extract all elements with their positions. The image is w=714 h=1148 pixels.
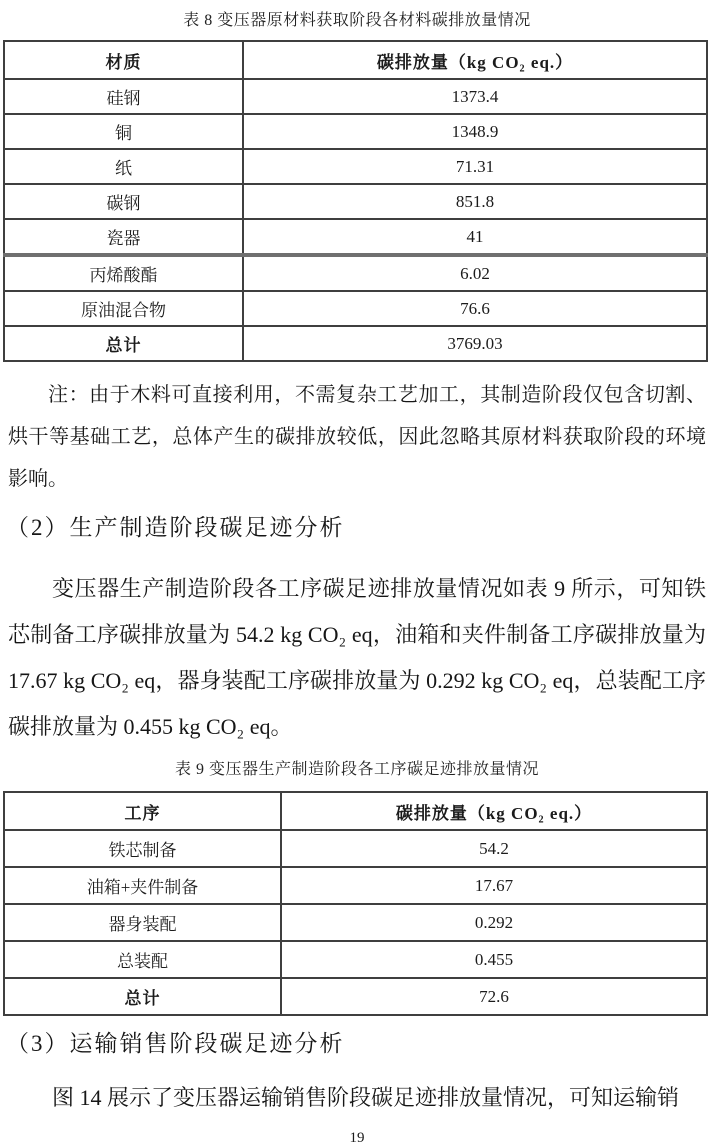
table8-header-material: 材质 [4, 41, 243, 79]
table8-header-row [4, 41, 707, 79]
table-row [4, 149, 707, 184]
material-name-cell: 铜 [4, 114, 243, 149]
table-row [4, 904, 707, 941]
table-row [4, 941, 707, 978]
material-name-cell: 硅钢 [4, 79, 243, 114]
page-number: 19 [349, 1130, 365, 1146]
table8-header-emission: 碳排放量（kg CO₂ eq.） [243, 41, 707, 79]
table9-total-row [4, 978, 707, 1015]
emission-value-cell: 851.8 [243, 184, 707, 219]
emission-value-cell: 1373.4 [243, 79, 707, 114]
table-row [4, 184, 707, 219]
table9-header-row [4, 792, 707, 830]
emission-value-cell: 76.6 [243, 291, 707, 326]
emission-value-cell: 54.2 [281, 830, 707, 867]
emission-value-cell: 41 [243, 219, 707, 255]
table9-caption: 表 9 变压器生产制造阶段各工序碳足迹排放量情况 [174, 761, 539, 778]
table9-header-emission: 碳排放量（kg CO₂ eq.） [281, 792, 707, 830]
material-name-cell: 纸 [4, 149, 243, 184]
table8-materials-emissions [3, 40, 708, 362]
material-name-cell: 原油混合物 [4, 291, 243, 326]
table9-process-emissions [3, 791, 708, 1016]
table9-header-process: 工序 [4, 792, 281, 830]
table8-caption: 表 8 变压器原材料获取阶段各材料碳排放量情况 [183, 12, 531, 29]
table-row [4, 114, 707, 149]
table8-total-row [4, 326, 707, 361]
process-name-cell: 油箱+夹件制备 [4, 867, 281, 904]
section2-heading: （2）生产制造阶段碳足迹分析 [6, 515, 345, 540]
table-row [4, 830, 707, 867]
emission-value-cell: 6.02 [243, 255, 707, 291]
total-label-cell: 总计 [4, 326, 243, 361]
total-label-cell: 总计 [4, 978, 281, 1015]
process-name-cell: 器身装配 [4, 904, 281, 941]
section3-paragraph: 图 14 展示了变压器运输销售阶段碳足迹排放量情况，可知运输销 [52, 1085, 680, 1110]
table-row [4, 291, 707, 326]
material-name-cell: 碳钢 [4, 184, 243, 219]
material-name-cell: 瓷器 [4, 219, 243, 255]
table-row [4, 79, 707, 114]
section2-paragraph: 变压器生产制造阶段各工序碳足迹排放量情况如表 9 所示，可知铁芯制备工序碳排放量为 54.2 kg CO₂ eq，油箱和夹件制备工序碳排放量为 17.67 kg CO₂ eq，器身装配工序碳排放量为 0.292 kg CO₂ eq，总装配工序碳排放量为 0.455 kg CO₂ eq。 [8, 576, 706, 739]
emission-value-cell: 0.455 [281, 941, 707, 978]
total-value-cell: 3769.03 [243, 326, 707, 361]
table-row [4, 255, 707, 291]
material-name-cell: 丙烯酸酯 [4, 255, 243, 291]
process-name-cell: 总装配 [4, 941, 281, 978]
emission-value-cell: 17.67 [281, 867, 707, 904]
table8-note: 注：由于木料可直接利用，不需复杂工艺加工，其制造阶段仅包含切割、烘干等基础工艺，总体产生的碳排放较低，因此忽略其原材料获取阶段的环境影响。 [8, 384, 706, 490]
table-row [4, 219, 707, 255]
emission-value-cell: 0.292 [281, 904, 707, 941]
section3-heading: （3）运输销售阶段碳足迹分析 [6, 1031, 345, 1056]
total-value-cell: 72.6 [281, 978, 707, 1015]
emission-value-cell: 71.31 [243, 149, 707, 184]
emission-value-cell: 1348.9 [243, 114, 707, 149]
table-row [4, 867, 707, 904]
process-name-cell: 铁芯制备 [4, 830, 281, 867]
